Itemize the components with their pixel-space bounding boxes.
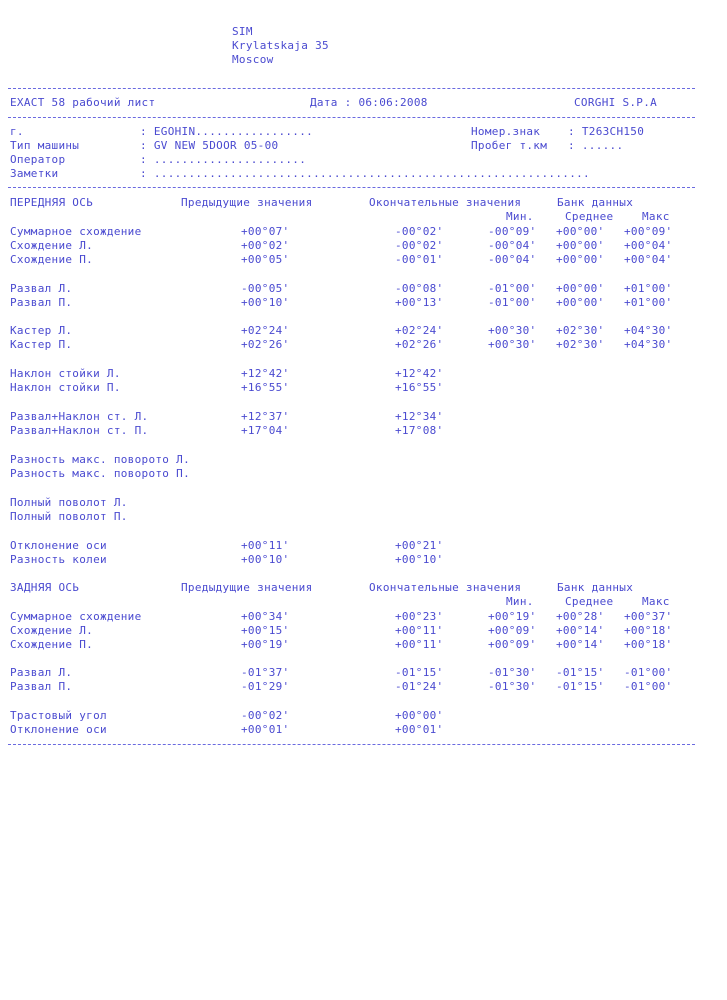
info-value-plate: : T263CH150 bbox=[568, 125, 645, 138]
front-row-2-max: +00°04' bbox=[624, 239, 673, 252]
front-row-11-final: +17°08' bbox=[395, 424, 444, 437]
front-row-2-min: -00°04' bbox=[488, 239, 537, 252]
rear-row-2-min: +00°09' bbox=[488, 624, 537, 637]
front-row-1-prev: +00°07' bbox=[241, 225, 290, 238]
front-row-8-label: Наклон стойки Л. bbox=[10, 367, 121, 380]
front-row-8-prev: +12°42' bbox=[241, 367, 290, 380]
front-row-2-label: Схождение Л. bbox=[10, 239, 94, 252]
rear-row-1-min: +00°19' bbox=[488, 610, 537, 623]
front-row-7-final: +02°26' bbox=[395, 338, 444, 351]
front-row-3-final: -00°01' bbox=[395, 253, 444, 266]
rear-row-5-label: Развал П. bbox=[10, 680, 73, 693]
rear-row-1-max: +00°37' bbox=[624, 610, 673, 623]
front-row-11-label: Развал+Наклон ст. П. bbox=[10, 424, 149, 437]
divider bbox=[8, 187, 695, 188]
front-row-3-min: -00°04' bbox=[488, 253, 537, 266]
front-row-2-final: -00°02' bbox=[395, 239, 444, 252]
rear-row-3-prev: +00°19' bbox=[241, 638, 290, 651]
rear-row-5-final: -01°24' bbox=[395, 680, 444, 693]
front-row-17-final: +00°10' bbox=[395, 553, 444, 566]
front-row-12-label: Разность макс. поворото Л. bbox=[10, 453, 190, 466]
rear-row-6-label: Трастовый угол bbox=[10, 709, 107, 722]
rear-row-4-label: Развал Л. bbox=[10, 666, 73, 679]
front-row-7-avg: +02°30' bbox=[556, 338, 605, 351]
rear-row-1-final: +00°23' bbox=[395, 610, 444, 623]
rear-row-5-prev: -01°29' bbox=[241, 680, 290, 693]
rear-row-4-avg: -01°15' bbox=[556, 666, 605, 679]
info-label-plate: Номер.знак bbox=[471, 125, 541, 138]
front-row-5-label: Развал П. bbox=[10, 296, 73, 309]
front-row-4-final: -00°08' bbox=[395, 282, 444, 295]
front-row-2-prev: +00°02' bbox=[241, 239, 290, 252]
front-row-7-prev: +02°26' bbox=[241, 338, 290, 351]
info-label-mileage: Пробег т.км bbox=[471, 139, 548, 152]
rear-row-2-label: Схождение Л. bbox=[10, 624, 94, 637]
front-row-16-final: +00°21' bbox=[395, 539, 444, 552]
divider bbox=[8, 117, 695, 118]
front-row-2-avg: +00°00' bbox=[556, 239, 605, 252]
info-value-operator: : ...................... bbox=[140, 153, 307, 166]
info-value-city: : EGOHIN................. bbox=[140, 125, 314, 138]
print-date: Дата : 06:06:2008 bbox=[310, 96, 428, 109]
rear-row-3-final: +00°11' bbox=[395, 638, 444, 651]
rear-row-6-final: +00°00' bbox=[395, 709, 444, 722]
info-label-operator: Оператор bbox=[10, 153, 66, 166]
front-row-3-label: Схождение П. bbox=[10, 253, 94, 266]
front-row-5-prev: +00°10' bbox=[241, 296, 290, 309]
front-row-7-min: +00°30' bbox=[488, 338, 537, 351]
info-value-mileage: : ...... bbox=[568, 139, 624, 152]
company-city: Moscow bbox=[232, 53, 274, 66]
front-row-7-max: +04°30' bbox=[624, 338, 673, 351]
front-row-3-max: +00°04' bbox=[624, 253, 673, 266]
front-sub-avg: Среднее bbox=[565, 210, 614, 223]
front-row-17-label: Разность колеи bbox=[10, 553, 107, 566]
front-row-6-min: +00°30' bbox=[488, 324, 537, 337]
rear-sub-max: Макс bbox=[642, 595, 670, 608]
front-row-1-avg: +00°00' bbox=[556, 225, 605, 238]
rear-row-3-avg: +00°14' bbox=[556, 638, 605, 651]
front-sub-min: Мин. bbox=[506, 210, 534, 223]
info-value-notes: : ............................................................... bbox=[140, 167, 590, 180]
front-row-16-prev: +00°11' bbox=[241, 539, 290, 552]
rear-row-4-final: -01°15' bbox=[395, 666, 444, 679]
front-row-3-prev: +00°05' bbox=[241, 253, 290, 266]
front-row-5-min: -01°00' bbox=[488, 296, 537, 309]
front-row-5-max: +01°00' bbox=[624, 296, 673, 309]
front-row-8-final: +12°42' bbox=[395, 367, 444, 380]
rear-col-prev: Предыдущие значения bbox=[181, 581, 313, 594]
front-row-10-final: +12°34' bbox=[395, 410, 444, 423]
rear-row-7-final: +00°01' bbox=[395, 723, 444, 736]
front-row-4-avg: +00°00' bbox=[556, 282, 605, 295]
rear-row-2-max: +00°18' bbox=[624, 624, 673, 637]
rear-row-2-prev: +00°15' bbox=[241, 624, 290, 637]
front-axle-heading: ПЕРЕДНЯЯ ОСЬ bbox=[10, 196, 94, 209]
rear-row-7-prev: +00°01' bbox=[241, 723, 290, 736]
rear-row-4-max: -01°00' bbox=[624, 666, 673, 679]
info-label-notes: Заметки bbox=[10, 167, 59, 180]
front-col-prev: Предыдущие значения bbox=[181, 196, 313, 209]
rear-row-2-avg: +00°14' bbox=[556, 624, 605, 637]
front-row-6-avg: +02°30' bbox=[556, 324, 605, 337]
front-row-6-label: Кастер Л. bbox=[10, 324, 73, 337]
rear-col-final: Окончательные значения bbox=[369, 581, 522, 594]
front-row-1-min: -00°09' bbox=[488, 225, 537, 238]
rear-row-6-prev: -00°02' bbox=[241, 709, 290, 722]
front-row-4-min: -01°00' bbox=[488, 282, 537, 295]
rear-row-1-avg: +00°28' bbox=[556, 610, 605, 623]
divider bbox=[8, 88, 695, 89]
front-row-9-prev: +16°55' bbox=[241, 381, 290, 394]
rear-row-7-label: Отклонение оси bbox=[10, 723, 107, 736]
front-row-1-max: +00°09' bbox=[624, 225, 673, 238]
front-row-4-label: Развал Л. bbox=[10, 282, 73, 295]
front-row-17-prev: +00°10' bbox=[241, 553, 290, 566]
front-row-5-avg: +00°00' bbox=[556, 296, 605, 309]
front-row-4-prev: -00°05' bbox=[241, 282, 290, 295]
rear-row-1-label: Суммарное схождение bbox=[10, 610, 142, 623]
front-row-14-label: Полный поволот Л. bbox=[10, 496, 128, 509]
front-row-10-prev: +12°37' bbox=[241, 410, 290, 423]
rear-row-5-avg: -01°15' bbox=[556, 680, 605, 693]
front-col-final: Окончательные значения bbox=[369, 196, 522, 209]
front-row-1-label: Суммарное схождение bbox=[10, 225, 142, 238]
front-row-7-label: Кастер П. bbox=[10, 338, 73, 351]
front-row-16-label: Отклонение оси bbox=[10, 539, 107, 552]
rear-row-4-prev: -01°37' bbox=[241, 666, 290, 679]
rear-row-5-min: -01°30' bbox=[488, 680, 537, 693]
rear-row-4-min: -01°30' bbox=[488, 666, 537, 679]
divider bbox=[8, 744, 695, 745]
rear-row-2-final: +00°11' bbox=[395, 624, 444, 637]
company-name: SIM bbox=[232, 25, 253, 38]
rear-sub-avg: Среднее bbox=[565, 595, 614, 608]
rear-row-3-max: +00°18' bbox=[624, 638, 673, 651]
front-row-6-prev: +02°24' bbox=[241, 324, 290, 337]
front-row-9-final: +16°55' bbox=[395, 381, 444, 394]
info-label-city: г. bbox=[10, 125, 24, 138]
front-row-6-max: +04°30' bbox=[624, 324, 673, 337]
info-value-vehicle: : GV NEW 5DOOR 05-00 bbox=[140, 139, 279, 152]
front-row-11-prev: +17°04' bbox=[241, 424, 290, 437]
rear-row-5-max: -01°00' bbox=[624, 680, 673, 693]
rear-col-bank: Банк данных bbox=[557, 581, 634, 594]
front-row-15-label: Полный поволот П. bbox=[10, 510, 128, 523]
rear-axle-heading: ЗАДНЯЯ ОСЬ bbox=[10, 581, 80, 594]
front-col-bank: Банк данных bbox=[557, 196, 634, 209]
rear-row-3-min: +00°09' bbox=[488, 638, 537, 651]
rear-row-3-label: Схождение П. bbox=[10, 638, 94, 651]
info-label-vehicle: Тип машины bbox=[10, 139, 80, 152]
front-row-6-final: +02°24' bbox=[395, 324, 444, 337]
rear-sub-min: Мин. bbox=[506, 595, 534, 608]
company-street: Krylatskaja 35 bbox=[232, 39, 329, 52]
front-row-5-final: +00°13' bbox=[395, 296, 444, 309]
rear-row-1-prev: +00°34' bbox=[241, 610, 290, 623]
front-row-10-label: Развал+Наклон ст. Л. bbox=[10, 410, 149, 423]
front-row-4-max: +01°00' bbox=[624, 282, 673, 295]
front-row-13-label: Разность макс. поворото П. bbox=[10, 467, 190, 480]
maker-name: CORGHI S.P.A bbox=[574, 96, 658, 109]
front-row-1-final: -00°02' bbox=[395, 225, 444, 238]
front-row-9-label: Наклон стойки П. bbox=[10, 381, 121, 394]
front-sub-max: Макс bbox=[642, 210, 670, 223]
front-row-3-avg: +00°00' bbox=[556, 253, 605, 266]
program-title: EXACT 58 рабочий лист bbox=[10, 96, 156, 109]
